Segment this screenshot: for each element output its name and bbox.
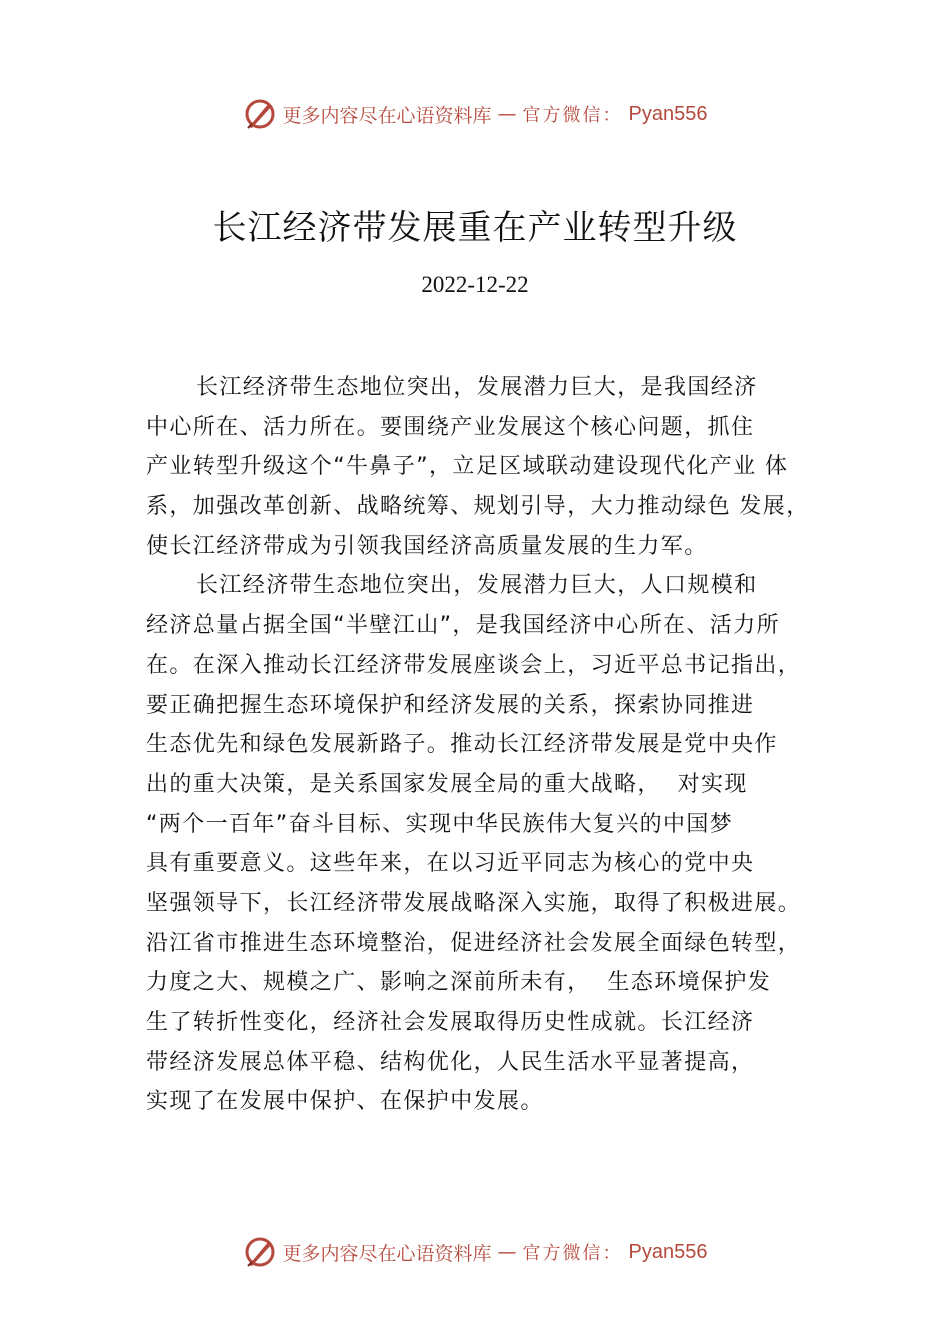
paragraph-2-line: 出的重大决策，是关系国家发展全局的重大战略， 对实现 [146, 771, 748, 797]
paragraph-2-line: 实现了在发展中保护、在保护中发展。 [146, 1089, 544, 1115]
paragraph-2-line: “两个一百年”奋斗目标、实现中华民族伟大复兴的中国梦 [146, 811, 734, 837]
header-wechat-label: 官方微信： [522, 105, 623, 126]
paragraph-1-line: 系，加强改革创新、战略统筹、规划引导，大力推动绿色 发展， [146, 494, 810, 520]
paragraph-2-line: 经济总量占据全国“半壁江山”，是我国经济中心所在、活力所 [146, 613, 780, 639]
footer-wechat-id: Pyan556 [628, 1240, 708, 1263]
footer-brand-text: 更多内容尽在心语资料库 [282, 1242, 492, 1265]
paragraph-2-line: 沿江省市推进生态环境整治，促进经济社会发展全面绿色转型， [146, 930, 802, 956]
article-body [146, 368, 846, 1122]
header-banner [0, 94, 950, 134]
paragraph-2-line: 带经济发展总体平稳、结构优化，人民生活水平显著提高， [146, 1049, 755, 1075]
header-brand-text: 更多内容尽在心语资料库 [282, 104, 492, 127]
paragraph-1-line: 中心所在、活力所在。要围绕产业发展这个核心问题，抓住 [146, 414, 755, 440]
paragraph-2-line: 在。在深入推动长江经济带发展座谈会上，习近平总书记指出， [146, 652, 802, 678]
paragraph-2-line: 生态优先和绿色发展新路子。推动长江经济带发展是党中央作 [146, 732, 778, 758]
paragraph-1-line: 使长江经济带成为引领我国经济高质量发展的生力军。 [146, 533, 708, 559]
paragraph-2-line: 具有重要意义。这些年来，在以习近平同志为核心的党中央 [146, 851, 755, 877]
article-date: 2022-12-22 [421, 272, 529, 297]
article-title: 长江经济带发展重在产业转型升级 [212, 208, 738, 248]
footer-dash: — [497, 1241, 517, 1263]
paragraph-2-line: 生了转折性变化，经济社会发展取得历史性成就。长江经济 [146, 1010, 755, 1035]
quill-pen-logo-icon [243, 97, 277, 131]
header-wechat-id: Pyan556 [628, 102, 708, 125]
footer-wechat-label: 官方微信： [522, 1243, 623, 1264]
paragraph-1-line: 长江经济带生态地位突出，发展潜力巨大，是我国经济 [196, 375, 758, 400]
paragraph-2-line: 力度之大、规模之广、影响之深前所未有， 生态环境保护发 [146, 970, 772, 996]
paragraph-2-line: 坚强领导下，长江经济带发展战略深入实施，取得了积极进展。 [146, 890, 802, 916]
paragraph-2-line: 长江经济带生态地位突出，发展潜力巨大，人口规模和 [196, 573, 758, 599]
header-dash: — [497, 103, 517, 125]
quill-pen-logo-icon [243, 1235, 277, 1269]
paragraph-1-line: 产业转型升级这个“牛鼻子”，立足区域联动建设现代化产业 体 [146, 454, 789, 480]
paragraph-2-line: 要正确把握生态环境保护和经济发展的关系，探索协同推进 [146, 692, 755, 718]
footer-banner [0, 1232, 950, 1272]
